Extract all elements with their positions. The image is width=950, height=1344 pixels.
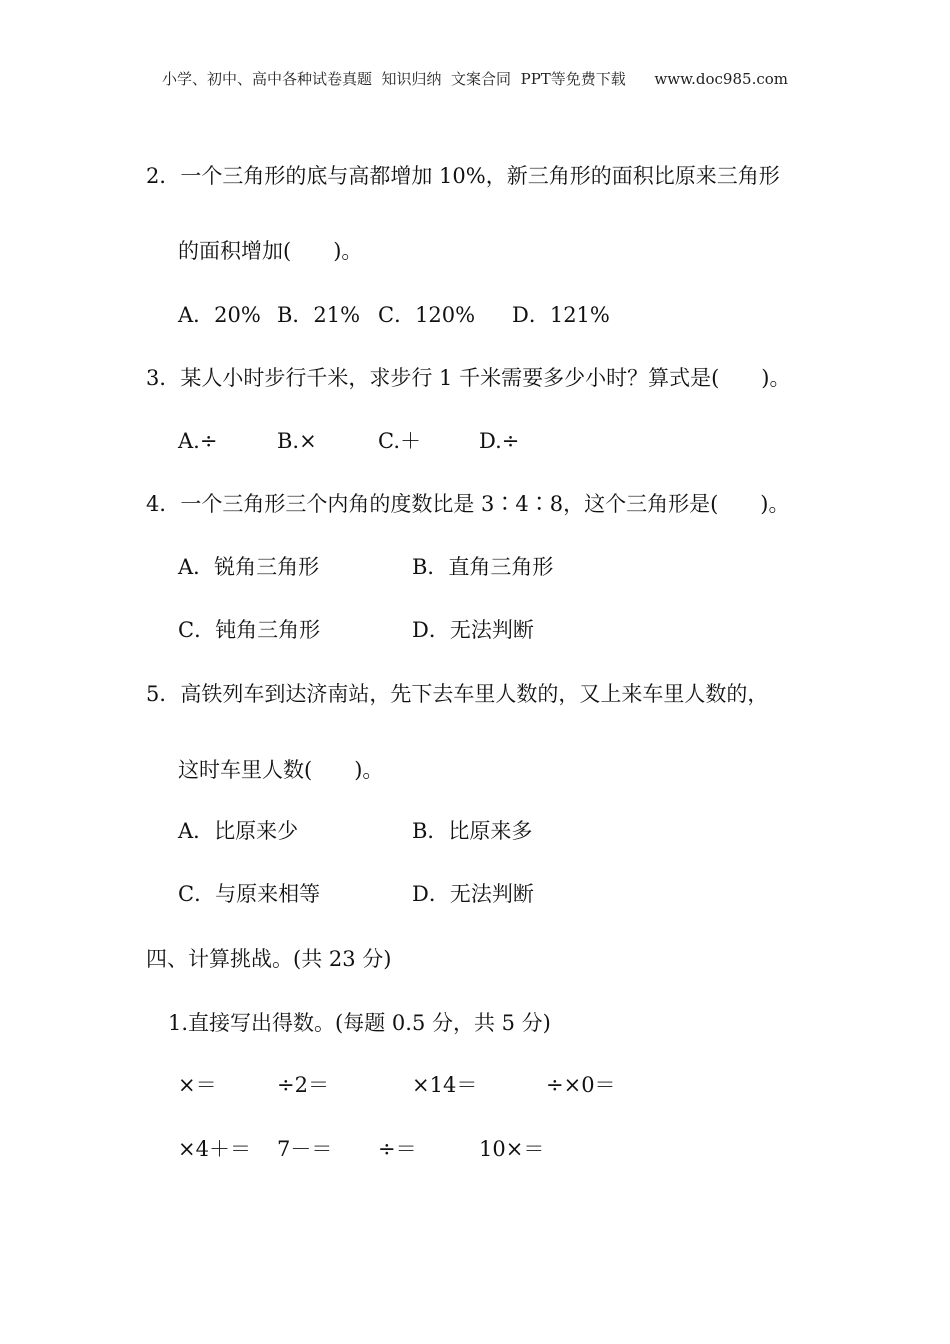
q4-option-d[interactable]: D．无法判断: [412, 618, 534, 642]
q5-option-d[interactable]: D．无法判断: [412, 882, 534, 906]
q3-line1: 3．某人小时步行千米，求步行 1 千米需要多少小时？算式是( )。: [146, 366, 791, 390]
q5-option-b[interactable]: B．比原来多: [412, 819, 533, 843]
calc-item: 10×＝: [479, 1137, 545, 1161]
q5-option-c[interactable]: C．与原来相等: [178, 882, 321, 906]
q2-option-a[interactable]: A．20%: [178, 303, 261, 327]
calc-item: ÷×0＝: [546, 1073, 616, 1097]
calc-item: ×14＝: [412, 1073, 478, 1097]
q2-option-c[interactable]: C．120%: [378, 303, 476, 327]
q3-option-a[interactable]: A.÷: [178, 429, 218, 453]
section4-title: 四、计算挑战。(共 23 分): [146, 947, 392, 971]
page-header: 小学、初中、高中各种试卷真题 知识归纳 文案合同 PPT等免费下载 www.doc985.com: [161, 70, 788, 88]
q3-option-c[interactable]: C.＋: [378, 429, 421, 453]
q4-option-c[interactable]: C．钝角三角形: [178, 618, 321, 642]
calc-item: ×4＋＝: [178, 1137, 251, 1161]
section4-sub1: 1.直接写出得数。(每题 0.5 分，共 5 分): [168, 1011, 551, 1035]
calc-item: 7－＝: [277, 1137, 333, 1161]
q5-option-a[interactable]: A．比原来少: [178, 819, 299, 843]
calc-item: ×＝: [178, 1073, 217, 1097]
q2-option-d[interactable]: D．121%: [512, 303, 610, 327]
q3-option-b[interactable]: B.×: [277, 429, 317, 453]
q2-line2: 的面积增加( )。: [178, 239, 363, 263]
q5-line1: 5．高铁列车到达济南站，先下去车里人数的，又上来车里人数的，: [146, 682, 769, 706]
q4-option-a[interactable]: A．锐角三角形: [178, 555, 320, 579]
q4-line1: 4．一个三角形三个内角的度数比是 3∶4∶8，这个三角形是( )。: [146, 492, 790, 516]
q2-line1: 2．一个三角形的底与高都增加 10%，新三角形的面积比原来三角形: [146, 164, 780, 188]
q5-line2: 这时车里人数( )。: [178, 758, 384, 782]
q2-option-b[interactable]: B．21%: [277, 303, 361, 327]
calc-item: ÷2＝: [277, 1073, 329, 1097]
calc-item: ÷＝: [378, 1137, 417, 1161]
q3-option-d[interactable]: D.÷: [479, 429, 520, 453]
q4-option-b[interactable]: B．直角三角形: [412, 555, 554, 579]
